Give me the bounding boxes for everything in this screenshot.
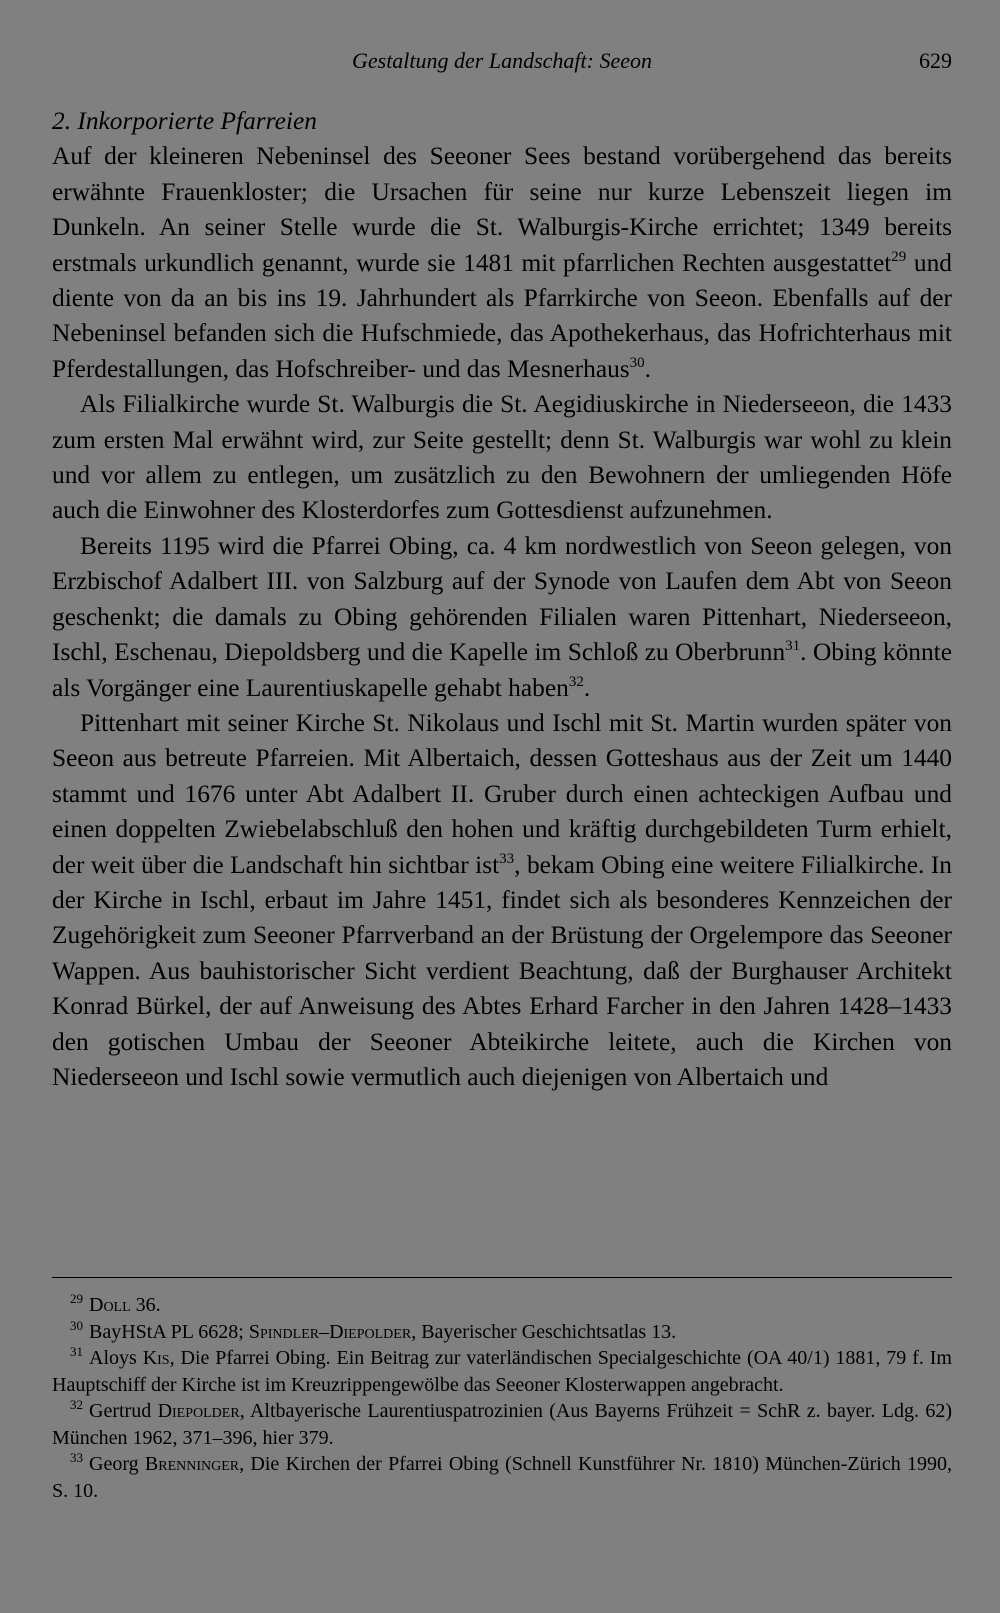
paragraph-2: Als Filialkirche wurde St. Walburgis die St. Aegidiuskirche in Niederseeon, die 1433 zum ersten Mal erwähnt wird, zur Seite gestellt; denn St. Walburgis war wohl zu klein und vor allem zu entlegen, um zusätzlich zu den Bewohnern der umliegenden Höfe auch die Einwohner des Klosterdorfes zum Gottesdienst aufzunehmen. <box>52 390 952 525</box>
footnote-33 <box>52 1451 952 1504</box>
running-title: Gestaltung der Landschaft: Seeon <box>351 48 653 73</box>
footnote-number: 31 <box>70 1344 83 1359</box>
footnote-author: Spindler–Diepolder <box>248 1320 412 1343</box>
footnote-author: Kis <box>142 1347 170 1369</box>
paragraph-3-text-b: . Obing könnte als Vorgänger eine Laurentiuskapelle gehabt haben <box>52 638 953 702</box>
paragraph-4-text-b: , bekam Obing eine weitere Filialkirche. In der Kirche in Ischl, erbaut im Jahre 1451, findet sich als besonderes Kennzeichen der Zugehörigkeit zum Seeoner Pfarrverband an der Brüstung der Orgelempore das Seeoner Wappen. Aus bauhistorischer Sicht verdient Beachtung, daß der Burghauser Architekt Konrad Bürkel, der auf Anweisung des Abtes Erhard Farcher in den Jahren 1428–1433 den gotischen Umbau der Seeoner Abteikirche leitete, auch die Kirchen von Niederseeon und Ischl sowie vermutlich auch diejenigen von Albertaich und <box>52 850 952 1091</box>
footnote-prefix: Aloys <box>89 1347 143 1369</box>
footnote-ref-29[interactable]: 29 <box>891 248 907 265</box>
footnote-author: Diepolder <box>157 1400 240 1422</box>
footnotes <box>52 1292 952 1504</box>
section-heading: 2. Inkorporierte Pfarreien <box>52 107 317 135</box>
footnote-text: , Die Kirchen der Pfarrei Obing (Schnell Kunstführer Nr. 1810) München-Zürich 1990, S. 10. <box>52 1453 952 1502</box>
footnote-text: , Altbayerische Laurentiuspatrozinien (Aus Bayerns Frühzeit = SchR z. bayer. Ldg. 62) München 1962, 371–396, hier 379. <box>52 1400 952 1449</box>
main-text <box>52 104 952 1095</box>
footnote-number: 29 <box>70 1291 83 1306</box>
paragraph-1-text-a: Auf der kleineren Nebeninsel des Seeoner Sees bestand vorübergehend das bereits erwähnte Frauenkloster; die Ursachen für seine nur kurze Lebenszeit liegen im Dunkeln. An seiner Stelle wurde die St. Walburgis-Kirche errichtet; 1349 bereits erstmals urkundlich genannt, wurde sie 1481 mit pfarrlichen Rechten ausgestattet <box>52 142 952 277</box>
paragraph-4 <box>52 706 952 1095</box>
footnote-author: Doll <box>89 1294 131 1316</box>
footnote-author: Brenninger <box>144 1453 240 1475</box>
footnote-number: 30 <box>70 1317 83 1333</box>
footnote-text: , Die Pfarrei Obing. Ein Beitrag zur vaterländischen Specialgeschichte (OA 40/1) 1881, 79 f. Im Hauptschiff der Kirche ist im Kreuzrippengewölbe das Seeoner Klosterwappen angebracht. <box>52 1347 952 1396</box>
paragraph-3-text-a: Bereits 1195 wird die Pfarrei Obing, ca. 4 km nordwestlich von Seeon gelegen, von Erzbischof Adalbert III. von Salzburg auf der Synode von Laufen dem Abt von Seeon geschenkt; die damals zu Obing gehörenden Filialen waren Pittenhart, Niederseeon, Ischl, Eschenau, Diepoldsberg und die Kapelle im Schloß zu Oberbrunn <box>52 531 952 667</box>
footnote-ref-32[interactable]: 32 <box>568 673 584 690</box>
paragraph-3 <box>52 529 952 706</box>
footnote-text: 36. <box>130 1294 161 1316</box>
footnote-31 <box>52 1345 952 1398</box>
footnote-text: , Bayerischer Geschichtsatlas 13. <box>411 1320 677 1343</box>
footnote-ref-30[interactable]: 30 <box>629 354 645 371</box>
footnote-divider <box>52 1277 952 1278</box>
footnote-prefix: Georg <box>89 1453 145 1475</box>
footnote-ref-33[interactable]: 33 <box>499 850 515 867</box>
footnote-ref-31[interactable]: 31 <box>785 638 801 655</box>
footnote-29 <box>52 1292 952 1319</box>
footnote-prefix: BayHStA PL 6628; <box>89 1320 249 1343</box>
paragraph-1-text-c: . <box>644 354 652 383</box>
running-head <box>52 44 952 78</box>
footnote-number: 33 <box>70 1450 83 1465</box>
paragraph-3-text-c: . <box>583 673 591 702</box>
paragraph-4-text-a: Pittenhart mit seiner Kirche St. Nikolaus und Ischl mit St. Martin wurden später von Seeon aus betreute Pfarreien. Mit Albertaich, dessen Gotteshaus aus der Zeit um 1440 stammt und 1676 unter Abt Adalbert II. Gruber durch einen achteckigen Aufbau und einen doppelten Zwiebelabschluß den hohen und kräftig durchgebildeten Turm erhielt, der weit über die Landschaft hin sichtbar ist <box>52 708 952 879</box>
footnote-30 <box>52 1319 952 1346</box>
footnote-32 <box>52 1398 952 1451</box>
paragraph-1-text-b: und diente von da an bis ins 19. Jahrhundert als Pfarrkirche von Seeon. Ebenfalls auf der Nebeninsel befanden sich die Hufschmiede, das Apothekerhaus, das Hofrichterhaus mit Pferdestallungen, das Hofschreiber- und das Mesnerhaus <box>52 248 952 383</box>
paragraph-1 <box>52 139 952 387</box>
footnote-prefix: Gertrud <box>89 1400 158 1422</box>
page-number: 629 <box>919 48 952 73</box>
footnote-number: 32 <box>70 1397 83 1412</box>
